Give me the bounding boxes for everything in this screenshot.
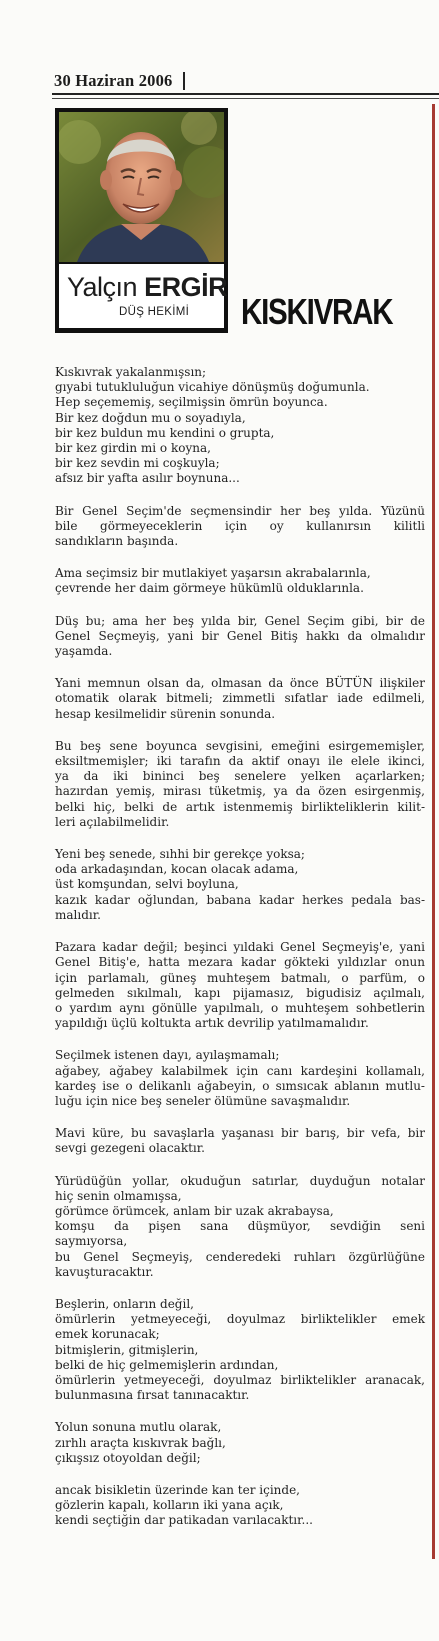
text-line: kavuşturacaktır. — [55, 1264, 154, 1279]
paragraph — [55, 1126, 425, 1156]
text-line: saymıyorsa, — [55, 1234, 128, 1249]
paragraph — [55, 847, 425, 923]
author-photo — [59, 112, 224, 262]
text-line: Mavi küre, bu savaşlarla yaşanası bir barış, bir vefa, bir — [55, 1126, 425, 1141]
paragraph — [55, 1420, 425, 1466]
text-line: belki hiç, belki de artık istenmemiş birlikteliklerin kilit- — [55, 799, 425, 814]
text-line: zırhlı araçta kıskıvrak bağlı, — [55, 1435, 226, 1450]
text-line: bile görmeyeceklerin için oy kullanırsın kilitli — [55, 518, 425, 533]
paragraph — [55, 1483, 425, 1529]
text-line: ancak bisikletin üzerinde kan ter içinde, — [55, 1482, 300, 1497]
author-portrait-image — [59, 112, 224, 262]
text-line: Yolun sonuna mutlu olarak, — [55, 1420, 222, 1435]
text-line: emek korunacak; — [55, 1327, 160, 1342]
text-line: bir kez sevdin mi coşkuyla; — [55, 456, 220, 471]
text-line: komşu da pişen sana düşmüyor, sevdiğin seni — [55, 1219, 425, 1234]
text-line: görümce örümcek, anlam bir uzak akrabaysa, — [55, 1203, 334, 1218]
article-headline: KISKIVRAK — [241, 291, 393, 332]
text-line: leri açılabilmelidir. — [55, 814, 170, 829]
text-line: bulunmasına fırsat tanınacaktır. — [55, 1388, 250, 1403]
text-line: hesap kesilmelidir sürenin sonunda. — [55, 706, 276, 721]
text-line: Genel Bitiş'e, hatta mezara kadar gökteki yıldızlar onun — [55, 955, 425, 970]
paragraph — [55, 1297, 425, 1403]
text-line: kazık kadar oğlundan, babana kadar herkes pedala bas- — [55, 892, 425, 907]
text-line: bir kez buldun mu kendini o grupta, — [55, 425, 275, 440]
text-line: kendi seçtiğin dar patikadan varılacaktır... — [55, 1513, 313, 1528]
text-line: ömürlerin yetmeyeceği, doyulmaz birliktelikler emek — [55, 1312, 425, 1327]
text-line: afsız bir yafta asılır boynuna... — [55, 471, 240, 486]
text-line: Yani memnun olsan da, olmasan da önce BÜTÜN ilişkiler — [55, 676, 425, 691]
text-line: hiç senin olmamışsa, — [55, 1188, 182, 1203]
text-line: Yürüdüğün yollar, okuduğun satırlar, duyduğun notalar — [55, 1173, 425, 1188]
author-title: DÜŞ HEKİMİ — [119, 306, 190, 318]
article-body — [55, 365, 425, 1546]
text-line: gıyabi tutukluluğun vicahiye dönüşmüş doğumunla. — [55, 380, 370, 395]
text-line: bitmişlerin, gitmişlerin, — [55, 1342, 199, 1357]
author-box — [55, 108, 228, 333]
header-rule — [52, 93, 439, 95]
date-divider — [183, 72, 185, 90]
column-side-rule — [432, 104, 435, 1559]
text-line: Bu beş sene boyunca sevgisini, emeğini esirgememişler, — [55, 738, 425, 753]
text-line: Düş bu; ama her beş yılda bir, Genel Seçim gibi, bir de — [55, 613, 425, 628]
text-line: otomatik olarak bitmeli; zimmetli sıfatlar iade edilmeli, — [55, 691, 425, 706]
text-line: Genel Seçmeyiş, yani bir Genel Bitiş hakkı da olmalıdır — [55, 628, 425, 643]
text-line: bir kez girdin mi o koyna, — [55, 441, 211, 456]
text-line: çevrende her daim görmeye hükümlü olduklarınla. — [55, 581, 364, 596]
paragraph — [55, 504, 425, 550]
text-line: oda arkadaşından, kocan olacak adama, — [55, 862, 299, 877]
text-line: gözlerin kapalı, kolların iki yana açık, — [55, 1498, 284, 1513]
text-line: için parlamalı, güneş muhteşem batmalı, o parfüm, o — [55, 970, 425, 985]
paragraph — [55, 614, 425, 660]
paragraph — [55, 1174, 425, 1280]
text-line: Kıskıvrak yakalanmışsın; — [55, 365, 207, 379]
paragraph — [55, 739, 425, 830]
text-line: gelmeden sıkılmalı, kapı pijamasız, bigudisiz açılmalı, — [55, 985, 425, 1000]
author-first-name: Yalçın — [67, 272, 138, 302]
text-line: yaşamda. — [55, 644, 113, 659]
text-line: ya da iki bininci beş senelere yelken açarlarken; — [55, 769, 425, 784]
text-line: belki de hiç gelmemişlerin ardından, — [55, 1357, 279, 1372]
author-last-name: ERGİR — [144, 272, 228, 302]
text-line: Bir kez doğdun mu o soyadıyla, — [55, 410, 246, 425]
paragraph — [55, 566, 425, 596]
text-line: çıkışsız otoyoldan değil; — [55, 1450, 201, 1465]
text-line: malıdır. — [55, 907, 101, 922]
text-line: Ama seçimsiz bir mutlakiyet yaşarsın akrabalarınla, — [55, 566, 371, 581]
text-line: Seçilmek istenen dayı, ayılaşmamalı; — [55, 1048, 280, 1063]
text-line: Hep seçememiş, seçilmişsin ömrün boyunca. — [55, 395, 328, 410]
text-line: o yardım aynı gönülle yapılmalı, o muhteşem sohbetlerin — [55, 1000, 425, 1015]
paragraph — [55, 676, 425, 722]
text-line: sandıkların başında. — [55, 534, 179, 549]
text-line: ömürlerin yetmeyeceği, doyulmaz birliktelikler aranacak, — [55, 1372, 425, 1387]
text-line: yapıldığı üçlü koltukta artık devrilip yatılmamalıdır. — [55, 1016, 369, 1031]
text-line: Beşlerin, onların değil, — [55, 1296, 194, 1311]
text-line: üst komşundan, selvi boyluna, — [55, 877, 239, 892]
text-line: luğu için nice beş seneler ölümüne savaşmalıdır. — [55, 1093, 351, 1108]
issue-date: 30 Haziran 2006 — [54, 71, 173, 90]
text-line: eksiltmemişler; iki tarafın da aktif onayı ile elele ikinci, — [55, 754, 425, 769]
paragraph — [55, 1048, 425, 1109]
text-line: ağabey, ağabey kalabilmek için canı kardeşini kollamalı, — [55, 1063, 425, 1078]
author-nameplate — [59, 264, 228, 328]
header-rule-thin — [52, 98, 439, 99]
text-line: Pazara kadar değil; beşinci yıldaki Genel Seçmeyiş'e, yani — [55, 940, 425, 955]
text-line: Yeni beş senede, sıhhi bir gerekçe yoksa; — [55, 847, 305, 862]
text-line: sevgi gezegeni olacaktır. — [55, 1141, 205, 1156]
text-line: hazırdan yemiş, mirası tüketmiş, ya da özen esirgenmiş, — [55, 784, 425, 799]
text-line: bu Genel Seçmeyiş, cenderedeki ruhları özgürlüğüne — [55, 1249, 425, 1264]
paragraph — [55, 365, 425, 487]
paragraph — [55, 940, 425, 1031]
text-line: Bir Genel Seçim'de seçmensindir her beş yılda. Yüzünü — [55, 503, 425, 518]
text-line: kardeş ise o delikanlı ağabeyin, o sımsıcak ablanın mutlu- — [55, 1078, 425, 1093]
author-name — [67, 272, 228, 303]
